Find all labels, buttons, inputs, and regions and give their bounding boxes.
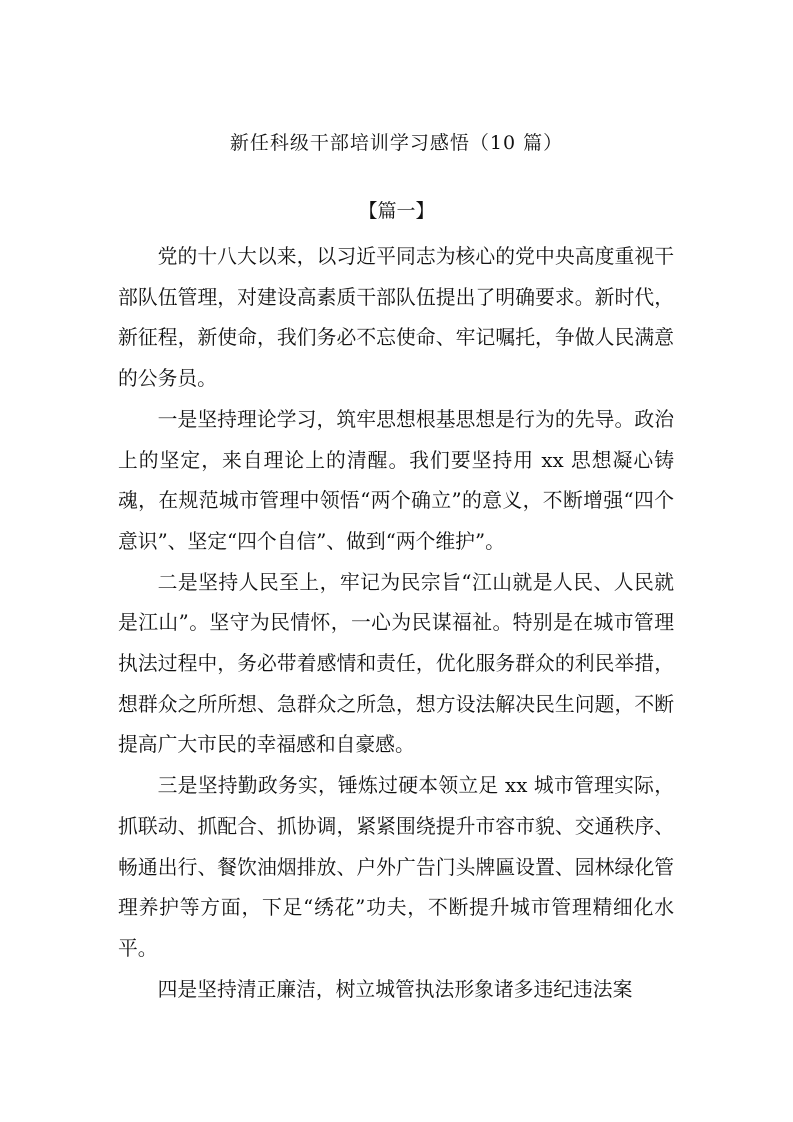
document-title: 新任科级干部培训学习感悟（10 篇） <box>229 132 564 154</box>
paragraph-point-three: 三是坚持勤政务实，锤炼过硬本领立足 xx 城市管理实际，抓联动、抓配合、抓协调，紧紧围绕提升市容市貌、交通秩序、畅通出行、餐饮油烟排放、户外广告门头牌匾设置、园林绿化管理养护等方面，下足“绣花”功夫，不断提升城市管理精细化水平。 <box>118 774 674 960</box>
document-body <box>118 237 674 1010</box>
paragraph-point-four: 四是坚持清正廉洁，树立城管执法形象诸多违纪违法案 <box>157 977 633 1001</box>
paragraph-intro: 党的十八大以来，以习近平同志为核心的党中央高度重视干部队伍管理，对建设高素质干部队伍提出了明确要求。新时代，新征程，新使命，我们务必不忘使命、牢记嘱托，争做人民满意的公务员。 <box>118 245 674 391</box>
paragraph-point-one: 一是坚持理论学习，筑牢思想根基思想是行为的先导。政治上的坚定，来自理论上的清醒。我们要坚持用 xx 思想凝心铸魂，在规范城市管理中领悟“两个确立”的意义，不断增强“四个意识”、坚定“四个自信”、做到“两个维护”。 <box>118 407 674 553</box>
paragraph-point-two: 二是坚持人民至上，牢记为民宗旨“江山就是人民、人民就是江山”。坚守为民情怀，一心为民谋福祉。特别是在城市管理执法过程中，务必带着感情和责任，优化服务群众的利民举措，想群众之所所想、急群众之所急，想方设法解决民生问题，不断提高广大市民的幸福感和自豪感。 <box>118 570 674 757</box>
section-heading: 【篇一】 <box>358 200 435 222</box>
